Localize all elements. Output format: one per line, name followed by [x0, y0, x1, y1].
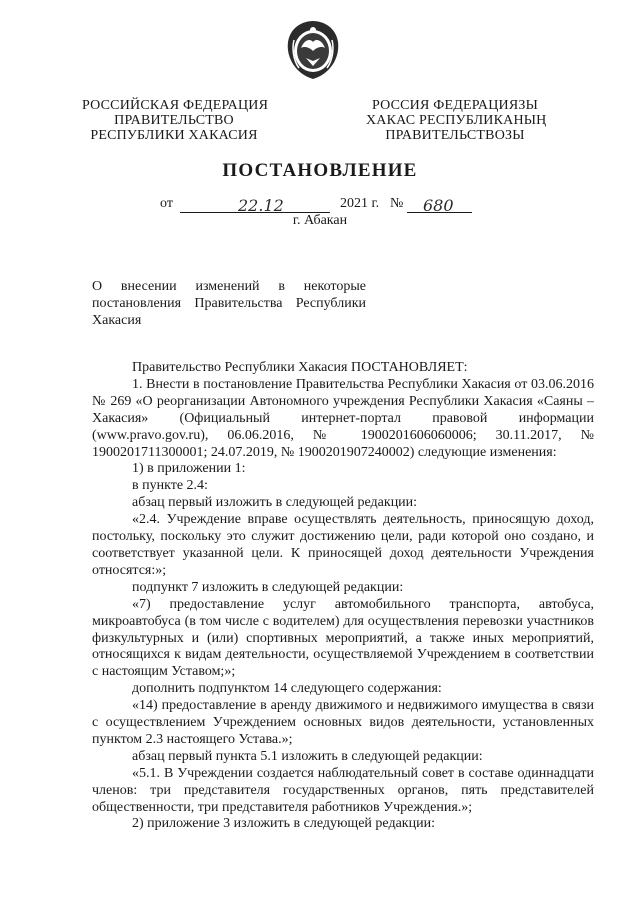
- subject-word: постановления: [92, 296, 182, 311]
- body-paragraph: Правительство Республики Хакасия ПОСТАНОВЛЯЕТ:: [132, 360, 468, 375]
- coat-of-arms-emblem: [284, 18, 342, 82]
- body-paragraph: «5.1. В Учреждении создается наблюдательный совет в составе одиннадцати членов: три представителя государственных органов, пять представителей общественности, три представителя работников Учреждения.»;: [92, 765, 594, 815]
- subject-block: [92, 278, 366, 329]
- header-left-line: РЕСПУБЛИКИ ХАКАСИЯ: [90, 128, 258, 143]
- subject-line: [92, 295, 366, 312]
- subject-word: в: [278, 279, 285, 294]
- subject-line: [92, 278, 366, 295]
- header-left-line: ПРАВИТЕЛЬСТВО: [114, 113, 234, 128]
- body-paragraph: 2) приложение 3 изложить в следующей редакции:: [132, 816, 435, 832]
- subject-line: Хакасия: [92, 313, 142, 328]
- subject-word: внесении: [120, 279, 177, 294]
- subject-word: Республики: [295, 296, 366, 311]
- date-prefix: от: [160, 196, 173, 211]
- date-field: [180, 196, 330, 213]
- body-paragraph: «14) предоставление в аренду движимого и недвижимого имущества в связи с осуществлением Учреждением основных видов деятельности, установленных пунктом 2.3 настоящего Устава.»;: [92, 698, 594, 747]
- city: г. Абакан: [292, 213, 348, 228]
- header-left: [82, 98, 269, 143]
- body-paragraph: абзац первый пункта 5.1 изложить в следующей редакции:: [132, 748, 483, 764]
- subject-word: некоторые: [303, 279, 366, 294]
- body-paragraph: в пункте 2.4:: [132, 478, 208, 494]
- date-handwritten: 22.12: [238, 196, 284, 215]
- number-handwritten: 680: [423, 196, 454, 215]
- body-paragraph: подпункт 7 изложить в следующей редакции:: [132, 579, 404, 595]
- body-paragraph: «2.4. Учреждение вправе осуществлять деятельность, приносящую доход, постольку, поскольку это служит достижению цели, ради которой оно создано, и соответствует указанной цели. К приносящей доход деятельности Учреждения относятся:»;: [92, 512, 594, 578]
- header-right-line: ПРАВИТЕЛЬСТВОЗЫ: [385, 128, 525, 143]
- header-left-line: РОССИЙСКАЯ ФЕДЕРАЦИЯ: [82, 98, 269, 113]
- body-paragraph: дополнить подпунктом 14 следующего содержания:: [132, 681, 442, 697]
- body-paragraph: «7) предоставление услуг автомобильного транспорта, автобуса, микроавтобуса (в том числе с водителем) для осуществления перевозки участников физкультурных и (или) спортивных мероприятий, а также иных мероприятий, относящихся к видам деятельности, осуществляемой Учреждением в соответствии с настоящим Уставом;»;: [92, 596, 594, 680]
- body-paragraph: 1. Внести в постановление Правительства Республики Хакасия от 03.06.2016 № 269 «О реорганизации Автономного учреждения Республики Хакасия «Саяны – Хакасия» (Официальный интернет-портал правовой информации (www.pravo.gov.ru), 06.06.2016, № 1900201606060006; 30.11.2017, № 1900201711300001; 24.07.2019, № 1900201907240002) следующие изменения:: [92, 376, 594, 460]
- subject-word: О: [92, 279, 103, 294]
- document-title: ПОСТАНОВЛЕНИЕ: [222, 160, 418, 181]
- number-sign: №: [390, 196, 404, 211]
- document-body: [92, 360, 594, 833]
- header-right-line: ХАКАС РЕСПУБЛИКАНЫҢ: [366, 113, 547, 128]
- header-right-line: РОССИЯ ФЕДЕРАЦИЯЗЫ: [371, 98, 539, 113]
- body-paragraph: абзац первый изложить в следующей редакции:: [132, 495, 418, 511]
- body-paragraph: 1) в приложении 1:: [132, 461, 246, 477]
- number-field: [407, 196, 472, 213]
- header-right: [366, 98, 547, 143]
- year-label: 2021 г.: [340, 196, 380, 211]
- subject-word: Правительства: [194, 296, 283, 311]
- subject-word: изменений: [195, 279, 260, 294]
